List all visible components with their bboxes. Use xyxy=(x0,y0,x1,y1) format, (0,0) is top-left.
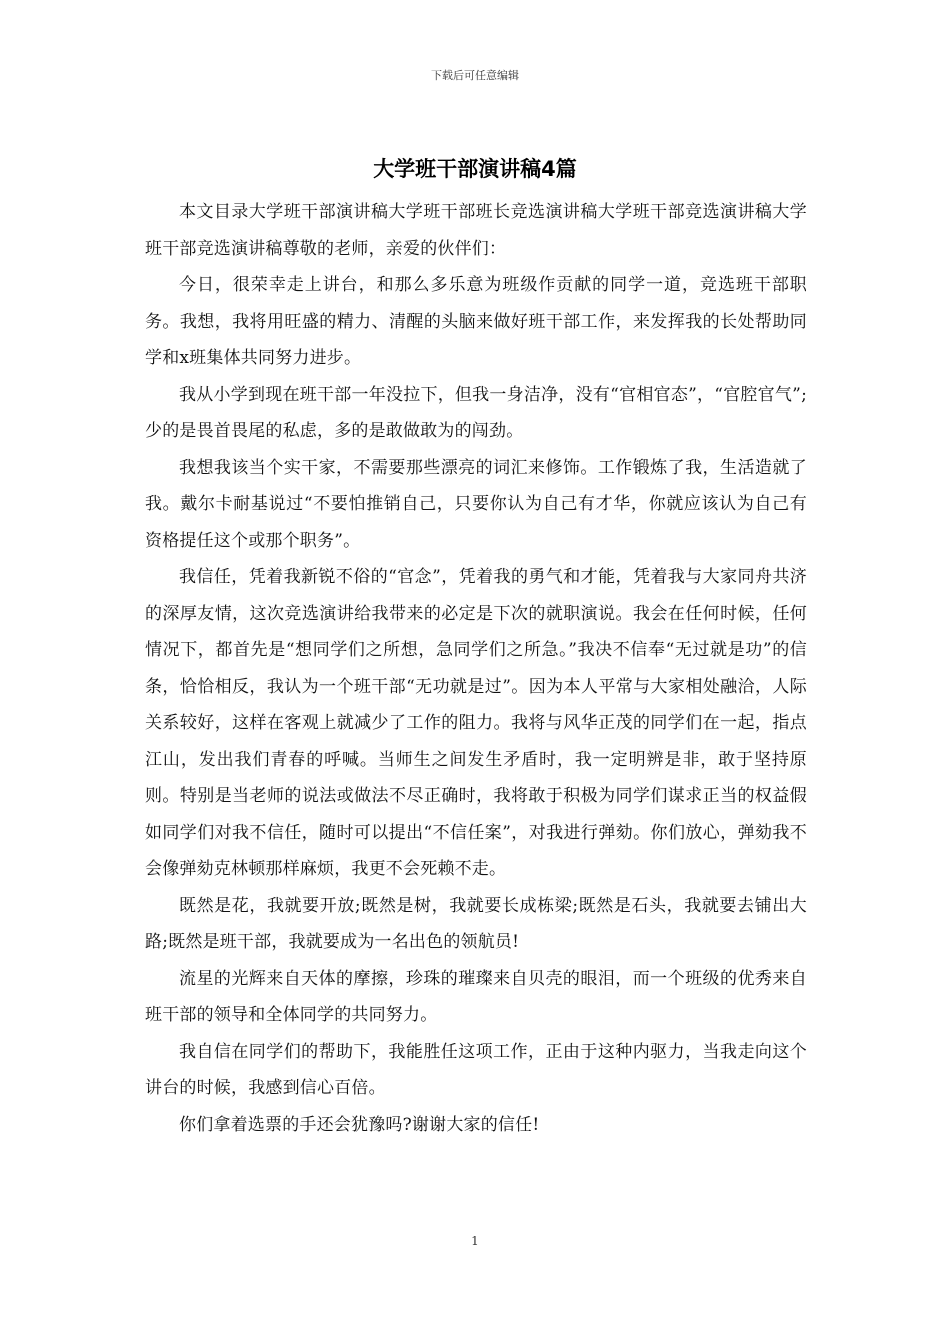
paragraph-confidence: 我自信在同学们的帮助下，我能胜任这项工作，正由于这种内驱力，当我走向这个讲台的时候，我感到信心百倍。 xyxy=(145,1041,807,1098)
header-note: 下载后可任意编辑 xyxy=(431,69,519,82)
document-body xyxy=(145,194,807,1143)
paragraph-greeting: 今日，很荣幸走上讲台，和那么多乐意为班级作贡献的同学一道，竞选班干部职务。我想，我将用旺盛的精力、清醒的头脑来做好班干部工作，来发挥我的长处帮助同学和x班集体共同努力进步。 xyxy=(145,275,807,368)
paragraph-practical: 我想我该当个实干家，不需要那些漂亮的词汇来修饰。工作锻炼了我，生活造就了我。戴尔卡耐基说过“不要怕推销自己，只要你认为自己有才华，你就应该认为自己有资格提任这个或那个职务”。 xyxy=(145,457,807,551)
paragraph-commitment: 我信任，凭着我新锐不俗的“官念”，凭着我的勇气和才能，凭着我与大家同舟共济的深厚友情，这次竞选演讲给我带来的必定是下次的就职演说。我会在任何时候，任何情况下，都首先是“想同学们之所想，急同学们之所急。”我决不信奉“无过就是功”的信条，恰恰相反，我认为一个班干部“无功就是过”。因为本人平常与大家相处融洽，人际关系较好，这样在客观上就减少了工作的阻力。我将与风华正茂的同学们在一起，指点江山，发出我们青春的呼喊。当师生之间发生矛盾时，我一定明辨是非，敢于坚持原则。特别是当老师的说法或做法不尽正确时，我将敢于积极为同学们谋求正当的权益假如同学们对我不信任，随时可以提出“不信任案”，对我进行弹劾。你们放心，弹劾我不会像弹劾克林顿那样麻烦，我更不会死赖不走。 xyxy=(145,567,807,879)
document-title: 大学班干部演讲稿4篇 xyxy=(373,157,577,181)
paragraph-intro: 本文目录大学班干部演讲稿大学班干部班长竞选演讲稿大学班干部竞选演讲稿大学班干部竞选演讲稿尊敬的老师，亲爱的伙伴们： xyxy=(145,202,807,259)
page-number: 1 xyxy=(471,1234,479,1248)
paragraph-closing: 你们拿着选票的手还会犹豫吗?谢谢大家的信任! xyxy=(179,1114,540,1135)
paragraph-experience: 我从小学到现在班干部一年没拉下，但我一身洁净，没有“官相官态”，“官腔官气”;少的是畏首畏尾的私虑，多的是敢做敢为的闯劲。 xyxy=(145,384,807,441)
paragraph-metaphor: 既然是花，我就要开放;既然是树，我就要长成栋梁;既然是石头，我就要去铺出大路;既然是班干部，我就要成为一名出色的领航员! xyxy=(145,895,807,952)
paragraph-meteor: 流星的光辉来自天体的摩擦，珍珠的璀璨来自贝壳的眼泪，而一个班级的优秀来自班干部的领导和全体同学的共同努力。 xyxy=(145,968,807,1025)
